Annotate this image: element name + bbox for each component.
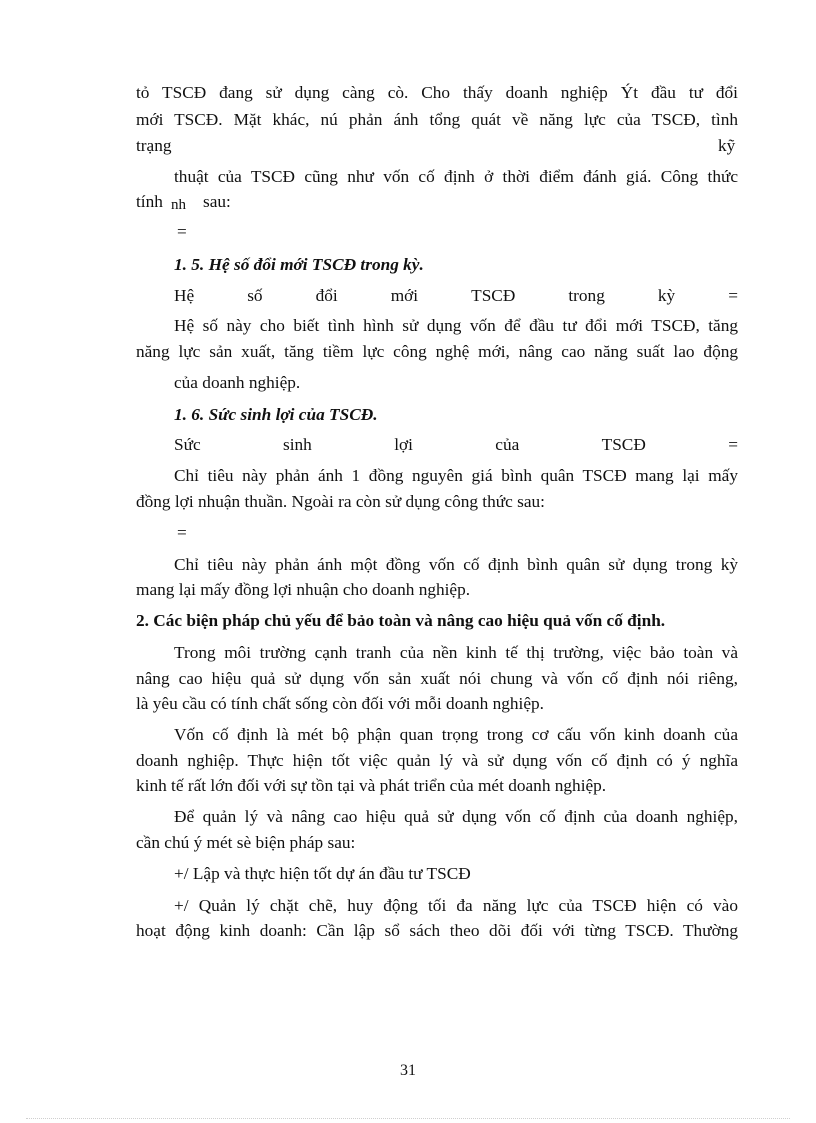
text-line: cần chú ý mét sè biện pháp sau:: [136, 833, 356, 852]
section-heading: 2. Các biện pháp chủ yếu để bảo toàn và nâng cao hiệu quả vốn cố định.: [136, 611, 666, 630]
text-line: Vốn cố định là mét bộ phận quan trọng trong cơ cấu vốn kinh doanh của: [174, 725, 738, 744]
text-line: Để quản lý và nâng cao hiệu quả sử dụng vốn cố định của doanh nghiệp,: [174, 807, 738, 826]
text-line: trạng: [136, 136, 172, 155]
text-line: mới TSCĐ. Mặt khác, nú phản ánh tổng quát về năng lực của TSCĐ, tình: [136, 110, 738, 129]
text-line: doanh nghiệp. Thực hiện tốt việc quản lý và sử dụng vốn cố định có ý nghĩa: [136, 751, 738, 770]
text-line: kinh tế rất lớn đối với sự tồn tại và phát triển của mét doanh nghiệp.: [136, 776, 607, 795]
equals-sign: =: [177, 523, 187, 542]
text-line: Chỉ tiêu này phản ánh 1 đồng nguyên giá bình quân TSCĐ mang lại mấy: [174, 466, 738, 485]
text-line: năng lực sản xuất, tăng tiềm lực công nghệ mới, nâng cao năng suất lao động: [136, 342, 738, 361]
formula-line: Sức sinh lợi của TSCĐ =: [174, 435, 738, 454]
equals-sign: =: [177, 222, 187, 241]
text-line: nâng cao hiệu quả sử dụng vốn sản xuất nói chung và vốn cố định nói riêng,: [136, 669, 738, 688]
text-line: là yêu cầu có tính chất sống còn đối với mỗi doanh nghiệp.: [136, 694, 544, 713]
text-line: mang lại mấy đồng lợi nhuận cho doanh nghiệp.: [136, 580, 471, 599]
text-line: của doanh nghiệp.: [174, 373, 301, 392]
text-line: Trong môi trường cạnh tranh của nền kinh tế thị trường, việc bảo toàn và: [174, 643, 738, 662]
bullet-line: +/ Lập và thực hiện tốt dự án đầu tư TSCĐ: [174, 864, 471, 883]
text-line: tỏ TSCĐ đang sử dụng càng cò. Cho thấy doanh nghiệp Ýt đầu tư đổi: [136, 83, 738, 102]
section-heading: 1. 6. Sức sinh lợi của TSCĐ.: [174, 405, 378, 424]
text-line: Chỉ tiêu này phản ánh một đồng vốn cố định bình quân sử dụng trong kỳ: [174, 555, 738, 574]
section-heading: 1. 5. Hệ số đổi mới TSCĐ trong kỳ.: [174, 255, 424, 274]
text-line: tính: [136, 192, 163, 211]
text-line: thuật của TSCĐ cũng như vốn cố định ở thời điểm đánh giá. Công thức: [174, 167, 738, 186]
text-line: sau:: [203, 192, 231, 211]
text-line: kỹ: [718, 136, 736, 155]
bullet-line: +/ Quản lý chặt chẽ, huy động tối đa năng lực của TSCĐ hiện có vào: [174, 896, 738, 915]
page-number: 31: [400, 1062, 416, 1079]
text-fragment: nh: [171, 197, 186, 213]
formula-line: Hệ số đổi mới TSCĐ trong kỳ =: [174, 286, 738, 305]
text-line: Hệ số này cho biết tình hình sử dụng vốn để đầu tư đổi mới TSCĐ, tăng: [174, 316, 738, 335]
text-line: hoạt động kinh doanh: Cần lập sổ sách theo dõi đối với từng TSCĐ. Thường: [136, 921, 738, 940]
text-line: đồng lợi nhuận thuần. Ngoài ra còn sử dụng công thức sau:: [136, 492, 545, 511]
